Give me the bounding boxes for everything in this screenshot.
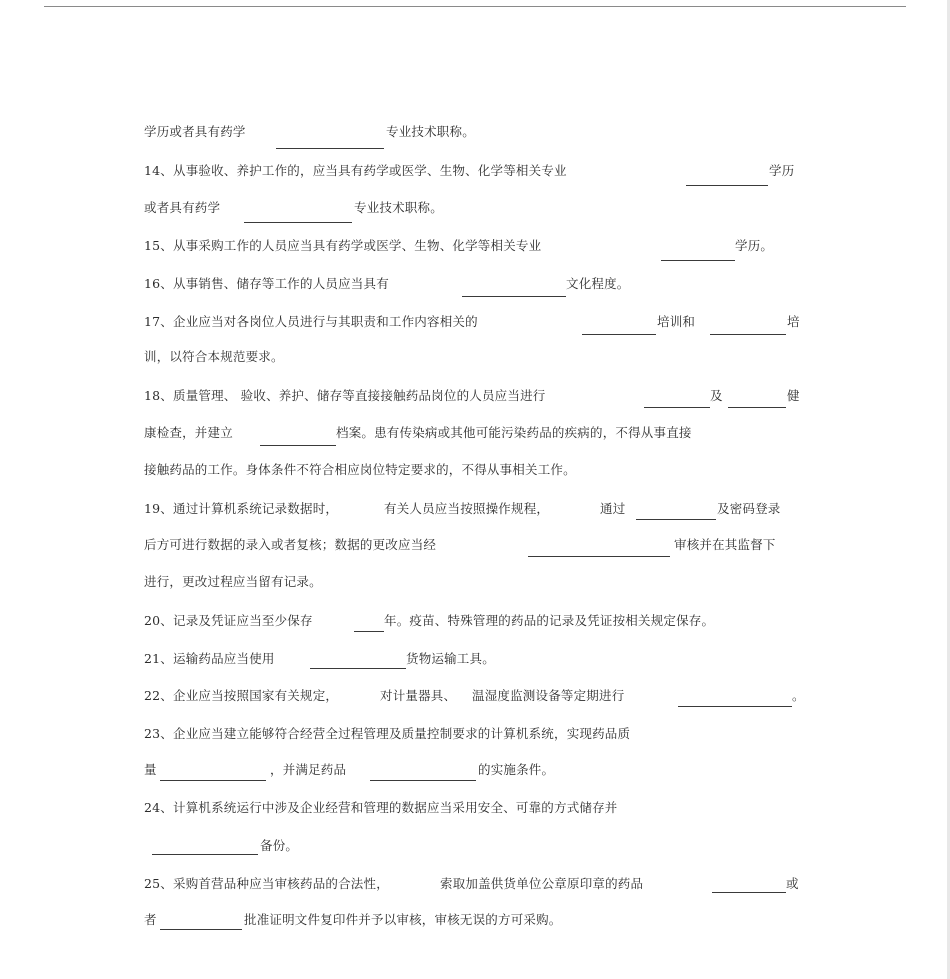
text-line: 进行，更改过程应当留有记录。 bbox=[144, 574, 322, 589]
text-line: 专业技术职称。 bbox=[386, 124, 475, 139]
text-line: 年。疫苗、特殊管理的药品的记录及凭证按相关规定保存。 bbox=[384, 613, 715, 628]
fill-in-blank[interactable] bbox=[728, 407, 786, 408]
fill-in-blank[interactable] bbox=[636, 519, 716, 520]
text-line: 通过 bbox=[600, 501, 626, 516]
text-line: 对计量器具、 bbox=[380, 688, 457, 703]
text-line: 专业技术职称。 bbox=[354, 200, 443, 215]
text-line: 学历或者具有药学 bbox=[144, 124, 246, 139]
text-line: 温湿度监测设备等定期进行 bbox=[472, 688, 625, 703]
text-line: 索取加盖供货单位公章原印章的药品 bbox=[440, 876, 644, 891]
text-line: 接触药品的工作。身体条件不符合相应岗位特定要求的，不得从事相关工作。 bbox=[144, 462, 576, 477]
fill-in-blank[interactable] bbox=[370, 780, 476, 781]
text-line: 健 bbox=[787, 388, 800, 403]
question-19: 19、通过计算机系统记录数据时， bbox=[144, 501, 339, 516]
text-line: 量 bbox=[144, 762, 157, 777]
top-border-line bbox=[44, 6, 906, 7]
fill-in-blank[interactable] bbox=[160, 929, 242, 930]
fill-in-blank[interactable] bbox=[152, 854, 258, 855]
text-line: 档案。患有传染病或其他可能污染药品的疾病的，不得从事直接 bbox=[336, 425, 692, 440]
text-line: ，并满足药品 bbox=[270, 762, 347, 777]
text-line: 学历。 bbox=[735, 238, 774, 253]
text-line: 学历 bbox=[769, 163, 795, 178]
fill-in-blank[interactable] bbox=[644, 407, 710, 408]
question-25: 25、采购首营品种应当审核药品的合法性， bbox=[144, 876, 389, 891]
text-line: 及 bbox=[710, 388, 723, 403]
text-line: 货物运输工具。 bbox=[406, 651, 495, 666]
text-line: 培训和 bbox=[657, 314, 696, 329]
fill-in-blank[interactable] bbox=[160, 780, 266, 781]
text-line: 批准证明文件复印件并予以审核，审核无误的方可采购。 bbox=[244, 912, 562, 927]
fill-in-blank[interactable] bbox=[310, 668, 406, 669]
question-18: 18、质量管理、 验收、养护、储存等直接接触药品岗位的人员应当进行 bbox=[144, 388, 546, 403]
fill-in-blank[interactable] bbox=[661, 260, 735, 261]
question-16: 16、从事销售、储存等工作的人员应当具有 bbox=[144, 276, 389, 291]
question-22: 22、企业应当按照国家有关规定， bbox=[144, 688, 339, 703]
fill-in-blank[interactable] bbox=[712, 892, 786, 893]
text-line: 培 bbox=[787, 314, 800, 329]
fill-in-blank[interactable] bbox=[354, 631, 384, 632]
fill-in-blank[interactable] bbox=[462, 296, 566, 297]
text-line: 康检查，并建立 bbox=[144, 425, 233, 440]
fill-in-blank[interactable] bbox=[582, 334, 656, 335]
text-line: 有关人员应当按照操作规程， bbox=[384, 501, 550, 516]
question-24: 24、计算机系统运行中涉及企业经营和管理的数据应当采用安全、可靠的方式储存并 bbox=[144, 800, 618, 815]
fill-in-blank[interactable] bbox=[244, 222, 352, 223]
text-line: 文化程度。 bbox=[566, 276, 630, 291]
text-line: 后方可进行数据的录入或者复核；数据的更改应当经 bbox=[144, 537, 437, 552]
text-line: 者 bbox=[144, 912, 157, 927]
fill-in-blank[interactable] bbox=[710, 334, 786, 335]
fill-in-blank[interactable] bbox=[528, 556, 670, 557]
question-15: 15、从事采购工作的人员应当具有药学或医学、生物、化学等相关专业 bbox=[144, 238, 542, 253]
fill-in-blank[interactable] bbox=[276, 148, 384, 149]
question-20: 20、记录及凭证应当至少保存 bbox=[144, 613, 313, 628]
text-line: 的实施条件。 bbox=[478, 762, 555, 777]
text-line: 审核并在其监督下 bbox=[674, 537, 776, 552]
text-line: 或者具有药学 bbox=[144, 200, 221, 215]
fill-in-blank[interactable] bbox=[678, 706, 792, 707]
question-21: 21、运输药品应当使用 bbox=[144, 651, 275, 666]
question-17: 17、企业应当对各岗位人员进行与其职责和工作内容相关的 bbox=[144, 314, 478, 329]
fill-in-blank[interactable] bbox=[686, 185, 768, 186]
question-23: 23、企业应当建立能够符合经营全过程管理及质量控制要求的计算机系统，实现药品质 bbox=[144, 726, 631, 741]
question-14: 14、从事验收、养护工作的，应当具有药学或医学、生物、化学等相关专业 bbox=[144, 163, 567, 178]
fill-in-blank[interactable] bbox=[260, 445, 336, 446]
text-line: 。 bbox=[792, 688, 805, 703]
text-line: 训，以符合本规范要求。 bbox=[144, 349, 284, 364]
text-line: 备份。 bbox=[260, 838, 299, 853]
text-line: 或 bbox=[786, 876, 799, 891]
text-line: 及密码登录 bbox=[717, 501, 781, 516]
